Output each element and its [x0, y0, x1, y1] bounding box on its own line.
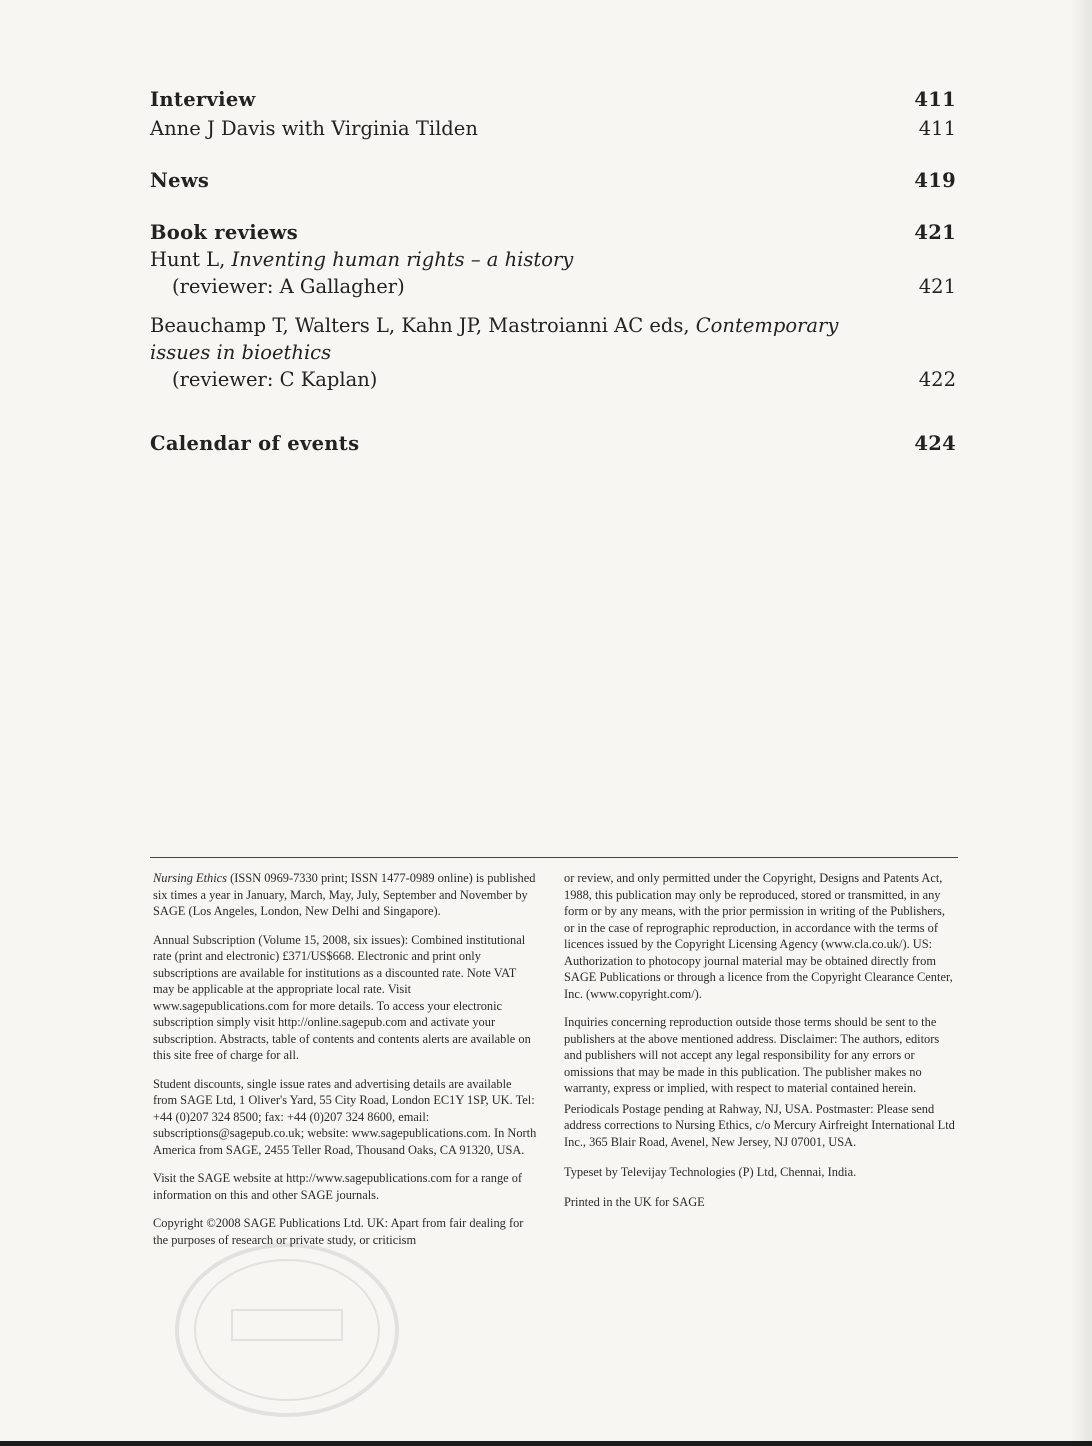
section-heading: Calendar of events [150, 432, 360, 455]
imprint-paragraph: Student discounts, single issue rates and advertising details are available from SAGE Ltd, 1 Oliver's Yard, 55 City Road, London EC1Y 1SP, UK. Tel: +44 (0)207 324 8500; fax: +44 (0)207 324 8600, email: subscriptions@sagepub.co.uk; website: www.sagepublications.com. In North America from SAGE, 2455 Teller Road, Thousand Oaks, CA 91320, USA. [153, 1076, 537, 1157]
entry-title [150, 246, 956, 273]
page-bottom-edge [0, 1441, 1092, 1446]
journal-name: Nursing Ethics [153, 871, 228, 885]
imprint-paragraph: or review, and only permitted under the Copyright, Designs and Patents Act, 1988, this publication may only be reproduced, stored or transmitted, in any form or by any means, with the prior permission in writing of the Publishers, or in the case of reprographic reproduction, in accordance with the terms of licences issued by the Copyright Licensing Agency (www.cla.co.uk/). US: Authorization to photocopy journal material may be obtained directly from SAGE Publications or through a licence from the Copyright Clearance Center, Inc. (www.copyright.com/). [564, 871, 953, 1001]
section-heading: News [150, 169, 210, 192]
library-stamp-icon [172, 1240, 402, 1420]
section-heading: Book reviews [150, 221, 298, 244]
entry-reviewer: (reviewer: A Gallagher) [172, 275, 405, 298]
page-number: 421 [914, 221, 956, 244]
imprint-paragraph [153, 870, 538, 920]
imprint-left-column [153, 870, 538, 1260]
imprint-paragraph: Inquiries concerning reproduction outside those terms should be sent to the publishers at the above mentioned address. Disclaimer: The authors, editors and publishers will not accept any legal responsibility for any errors or omissions that may be made in this publication. The publisher makes no warranty, express or implied, with respect to material contained herein. [564, 1015, 940, 1095]
book-title: Inventing human rights – a history [231, 248, 574, 271]
entry-title: Anne J Davis with Virginia Tilden [150, 117, 478, 140]
imprint-paragraph: Visit the SAGE website at http://www.sagepublications.com for a range of information on this and other SAGE journals. [153, 1171, 523, 1202]
imprint-paragraph: Periodicals Postage pending at Rahway, NJ, USA. Postmaster: Please send address corrections to Nursing Ethics, c/o Mercury Airfreight International Ltd Inc., 365 Blair Road, Avenel, New Jersey, NJ 07001, USA. [564, 1101, 955, 1149]
imprint-right-column [564, 870, 958, 1222]
imprint-paragraph: Printed in the UK for SAGE [564, 1194, 705, 1209]
page-number: 411 [918, 117, 956, 140]
page-number: 422 [918, 368, 956, 391]
toc-entry-review-1[interactable] [150, 246, 956, 300]
toc-entry-review-2[interactable] [150, 312, 956, 393]
section-divider [150, 857, 958, 858]
page-number: 419 [914, 169, 956, 192]
toc-section-calendar[interactable] [150, 430, 956, 457]
entry-authors: Hunt L, [150, 248, 232, 271]
page-edge-shadow [1070, 0, 1092, 1446]
toc-section-interview[interactable] [150, 86, 956, 113]
entry-reviewer: (reviewer: C Kaplan) [172, 368, 378, 391]
table-of-contents [150, 86, 956, 457]
imprint-paragraph: Annual Subscription (Volume 15, 2008, six issues): Combined institutional rate (print and electronic) £371/US$668. Electronic and print only subscriptions are available for institutions as a discounted rate. Note VAT may be applicable at the appropriate local rate. Visit www.sagepublications.com for more details. To access your electronic subscription simply visit http://online.sagepub.com and activate your subscription. Abstracts, table of contents and contents alerts are available on this site free of charge for all. [153, 932, 531, 1062]
toc-section-book-reviews[interactable] [150, 219, 956, 246]
page-number: 421 [918, 275, 956, 298]
page-number: 424 [914, 432, 956, 455]
imprint-paragraph: Typeset by Televijay Technologies (P) Ltd, Chennai, India. [564, 1165, 857, 1179]
toc-entry-interview[interactable] [150, 115, 956, 142]
toc-section-news[interactable] [150, 167, 956, 194]
section-heading: Interview [150, 88, 256, 111]
book-title: Contemporary issues in bioethics [150, 314, 839, 364]
entry-title [150, 312, 956, 366]
imprint-paragraph: Copyright ©2008 SAGE Publications Ltd. UK: Apart from fair dealing for the purposes of research or private study, or criticism [153, 1216, 524, 1247]
entry-authors: Beauchamp T, Walters L, Kahn JP, Mastroianni AC eds, [150, 314, 696, 337]
imprint-text: (ISSN 0969-7330 print; ISSN 1477-0989 online) is published six times a year in January, March, May, July, September and November by SAGE (Los Angeles, London, New Delhi and Singapore). [153, 871, 536, 918]
page-number: 411 [914, 88, 956, 111]
